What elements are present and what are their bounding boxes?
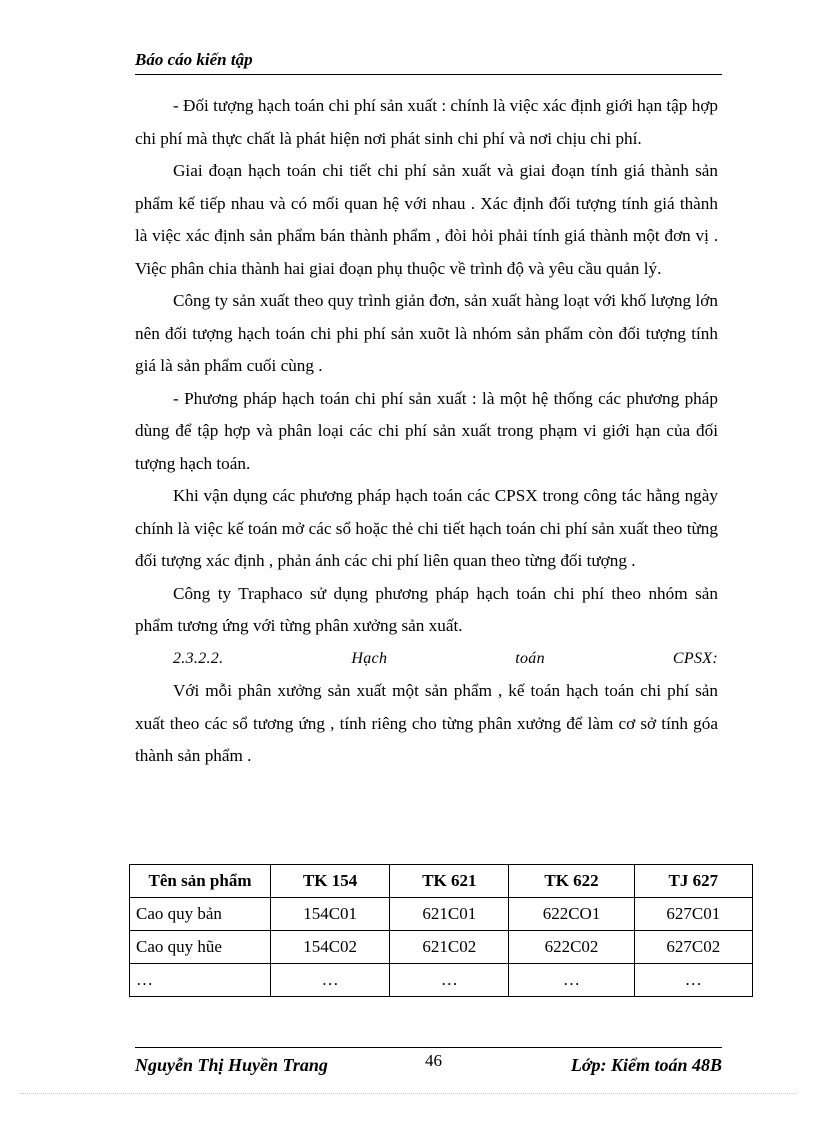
paragraph: Khi vận dụng các phương pháp hạch toán các CPSX trong công tác hằng ngày chính là việc kế toán mở các sổ hoặc thẻ chi tiết hạch toán chi phí sản xuất theo từng đối tượng xác định , phản ánh các chi phí liên quan theo từng đối tượng .: [135, 486, 718, 570]
table-header-row: [130, 865, 753, 898]
table-cell: 622C02: [509, 931, 634, 964]
table-row: [130, 898, 753, 931]
table-cell: 627C02: [634, 931, 752, 964]
table-cell: …: [130, 964, 271, 997]
table-cell: Cao quy hũe: [130, 931, 271, 964]
table-cell: 154C02: [271, 931, 390, 964]
footer-author: Nguyễn Thị Huyền Trang: [135, 1055, 328, 1075]
subheading-number: 2.3.2.2.: [173, 649, 224, 667]
subheading-word: toán: [515, 649, 545, 667]
paragraph: - Đối tượng hạch toán chi phí sản xuất : chính là việc xác định giới hạn tập hợp chi phí mà thực chất là phát hiện nơi phát sinh chi phí và nơi chịu chi phí.: [135, 96, 718, 148]
table-cell: 154C01: [271, 898, 390, 931]
table-row: [130, 931, 753, 964]
account-table: [129, 864, 753, 997]
subheading-word: CPSX:: [672, 649, 718, 667]
table-cell: …: [271, 964, 390, 997]
page-footer: [135, 1047, 722, 1083]
table-cell: …: [390, 964, 509, 997]
paragraph: Với mỗi phân xưởng sản xuất một sản phẩm , kế toán hạch toán chi phí sản xuất theo các sổ tương ứng , tính riêng cho từng phân xưởng để làm cơ sở tính góa thành sản phẩm .: [135, 681, 718, 765]
paragraph: - Phương pháp hạch toán chi phí sản xuất : là một hệ thống các phương pháp dùng để tập hợp và phân loại các chi phí sản xuất trong phạm vi giới hạn của đối tượng hạch toán.: [135, 388, 718, 473]
column-header: TJ 627: [634, 865, 752, 898]
column-header: TK 621: [390, 865, 509, 898]
page-number: 46: [425, 1051, 442, 1070]
column-header: TK 622: [509, 865, 634, 898]
paragraph: Công ty sản xuất theo quy trình giản đơn, sản xuất hàng loạt với khố lượng lớn nên đối tượng hạch toán chi phi phí sản xuõt là nhóm sản phẩm còn đối tượng tính giá là sản phẩm cuối cùng .: [135, 291, 718, 375]
column-header: Tên sản phẩm: [130, 865, 271, 898]
paragraph: Giai đoạn hạch toán chi tiết chi phí sản xuất và giai đoạn tính giá thành sản phẩm kế tiếp nhau và có mối quan hệ với nhau . Xác định đối tượng tính giá thành là việc xác định sản phẩm bán thành phẩm , đòi hỏi phải tính giá thành một đơn vị . Việc phân chia thành hai giai đoạn phụ thuộc về trình độ và yêu cầu quản lý.: [135, 161, 718, 278]
table-cell: 621C02: [390, 931, 509, 964]
body-text: [135, 90, 718, 773]
table-cell: 622CO1: [509, 898, 634, 931]
table-cell: 627C01: [634, 898, 752, 931]
table-cell: 621C01: [390, 898, 509, 931]
column-header: TK 154: [271, 865, 390, 898]
paragraph: Công ty Traphaco sử dụng phương pháp hạch toán chi phí theo nhóm sản phẩm tương ứng với từng phân xưởng sản xuất.: [135, 583, 718, 635]
table-row: [130, 964, 753, 997]
page-edge-divider: [20, 1093, 796, 1094]
table-cell: …: [634, 964, 752, 997]
footer-rule: [135, 1047, 722, 1048]
table-cell: Cao quy bản: [130, 898, 271, 931]
subheading-word: Hạch: [351, 649, 388, 667]
page-header: [135, 50, 722, 75]
header-title: Báo cáo kiến tập: [135, 50, 253, 69]
footer-class: Lớp: Kiểm toán 48B: [570, 1055, 722, 1075]
table-cell: …: [509, 964, 634, 997]
section-subheading: [135, 643, 718, 676]
